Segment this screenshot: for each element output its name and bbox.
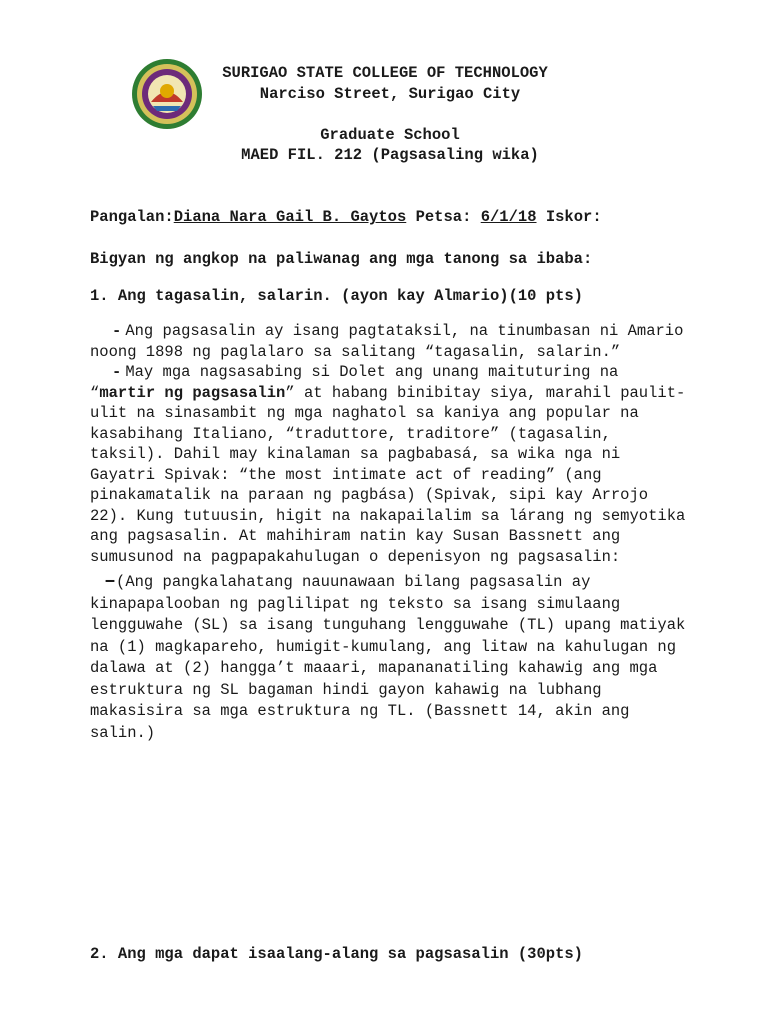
bullet-dash: -: [112, 363, 122, 381]
score-label: Iskor:: [545, 208, 602, 226]
course-name: MAED FIL. 212 (Pagsasaling wika): [241, 146, 539, 164]
quote-dash: –: [104, 570, 117, 593]
school-address: Narciso Street, Surigao City: [259, 85, 521, 103]
paragraph-text: May mga nagsasabing si Dolet ang unang maituturing na “: [90, 363, 619, 402]
question-1-answer: [90, 321, 690, 744]
quote-text: (Ang pangkalahatang nauunawaan bilang pagsasalin ay kinapapalooban ng paglilipat ng teksto sa isang simulaang lengguwahe (SL) sa isang tunguhang lengguwahe (TL) upang matiyak na (1) magkapareho, humigit-kumulang, ang litaw na kahulugan ng dalawa at (2) hangga’t maaari, mapananatiling kahawig ang mga estruktura ng SL bagaman hindi gayon kahawig na lubhang makasisira sa mga estruktura ng TL. (Bassnett 14, akin ang salin.): [90, 573, 686, 742]
instruction: Bigyan ng angkop na paliwanag ang mga tanong sa ibaba:: [90, 250, 593, 268]
answer-paragraph: [90, 362, 690, 567]
paragraph-text: ” at habang binibitay siya, marahil paulit-ulit na sinasambit ng mga naghatol sa kaniya ang popular na kasabihang Italiano, “traduttore, traditore” (tagasalin, taksil). Dahil may kinalaman sa pagbabasá, sa wika nga ni Gayatri Spivak: “the most intimate act of reading” (ang pinakamatalik na paraan ng pagbása) (Spivak, sipi kay Arrojo 22). Kung tutuusin, higit na nakapailalim sa lárang ng semyotika ang pagsasalin. At mahihiram natin kay Susan Bassnett ang sumusunod na pagpapakahulugan o depenisyon ng pagsasalin:: [90, 383, 686, 566]
emphasis-text: martir ng pagsasalin: [99, 383, 286, 402]
name-label: Pangalan:: [90, 208, 174, 226]
student-info: [90, 208, 602, 226]
name-value: Diana Nara Gail B. Gaytos: [173, 208, 407, 226]
date-label: Petsa:: [415, 208, 472, 226]
division-name: Graduate School: [320, 126, 460, 144]
question-1-title: 1. Ang tagasalin, salarin. (ayon kay Almario)(10 pts): [90, 287, 583, 305]
question-2-title: 2. Ang mga dapat isaalang-alang sa pagsasalin (30pts): [90, 945, 583, 963]
answer-paragraph: [90, 321, 690, 362]
quote-paragraph: [90, 571, 690, 744]
date-value: 6/1/18: [480, 208, 537, 226]
paragraph-text: Ang pagsasalin ay isang pagtataksil, na tinumbasan ni Amario noong 1898 ng paglalaro sa salitang “tagasalin, salarin.”: [90, 322, 684, 361]
bullet-dash: -: [112, 322, 122, 340]
school-name: SURIGAO STATE COLLEGE OF TECHNOLOGY: [222, 64, 548, 82]
